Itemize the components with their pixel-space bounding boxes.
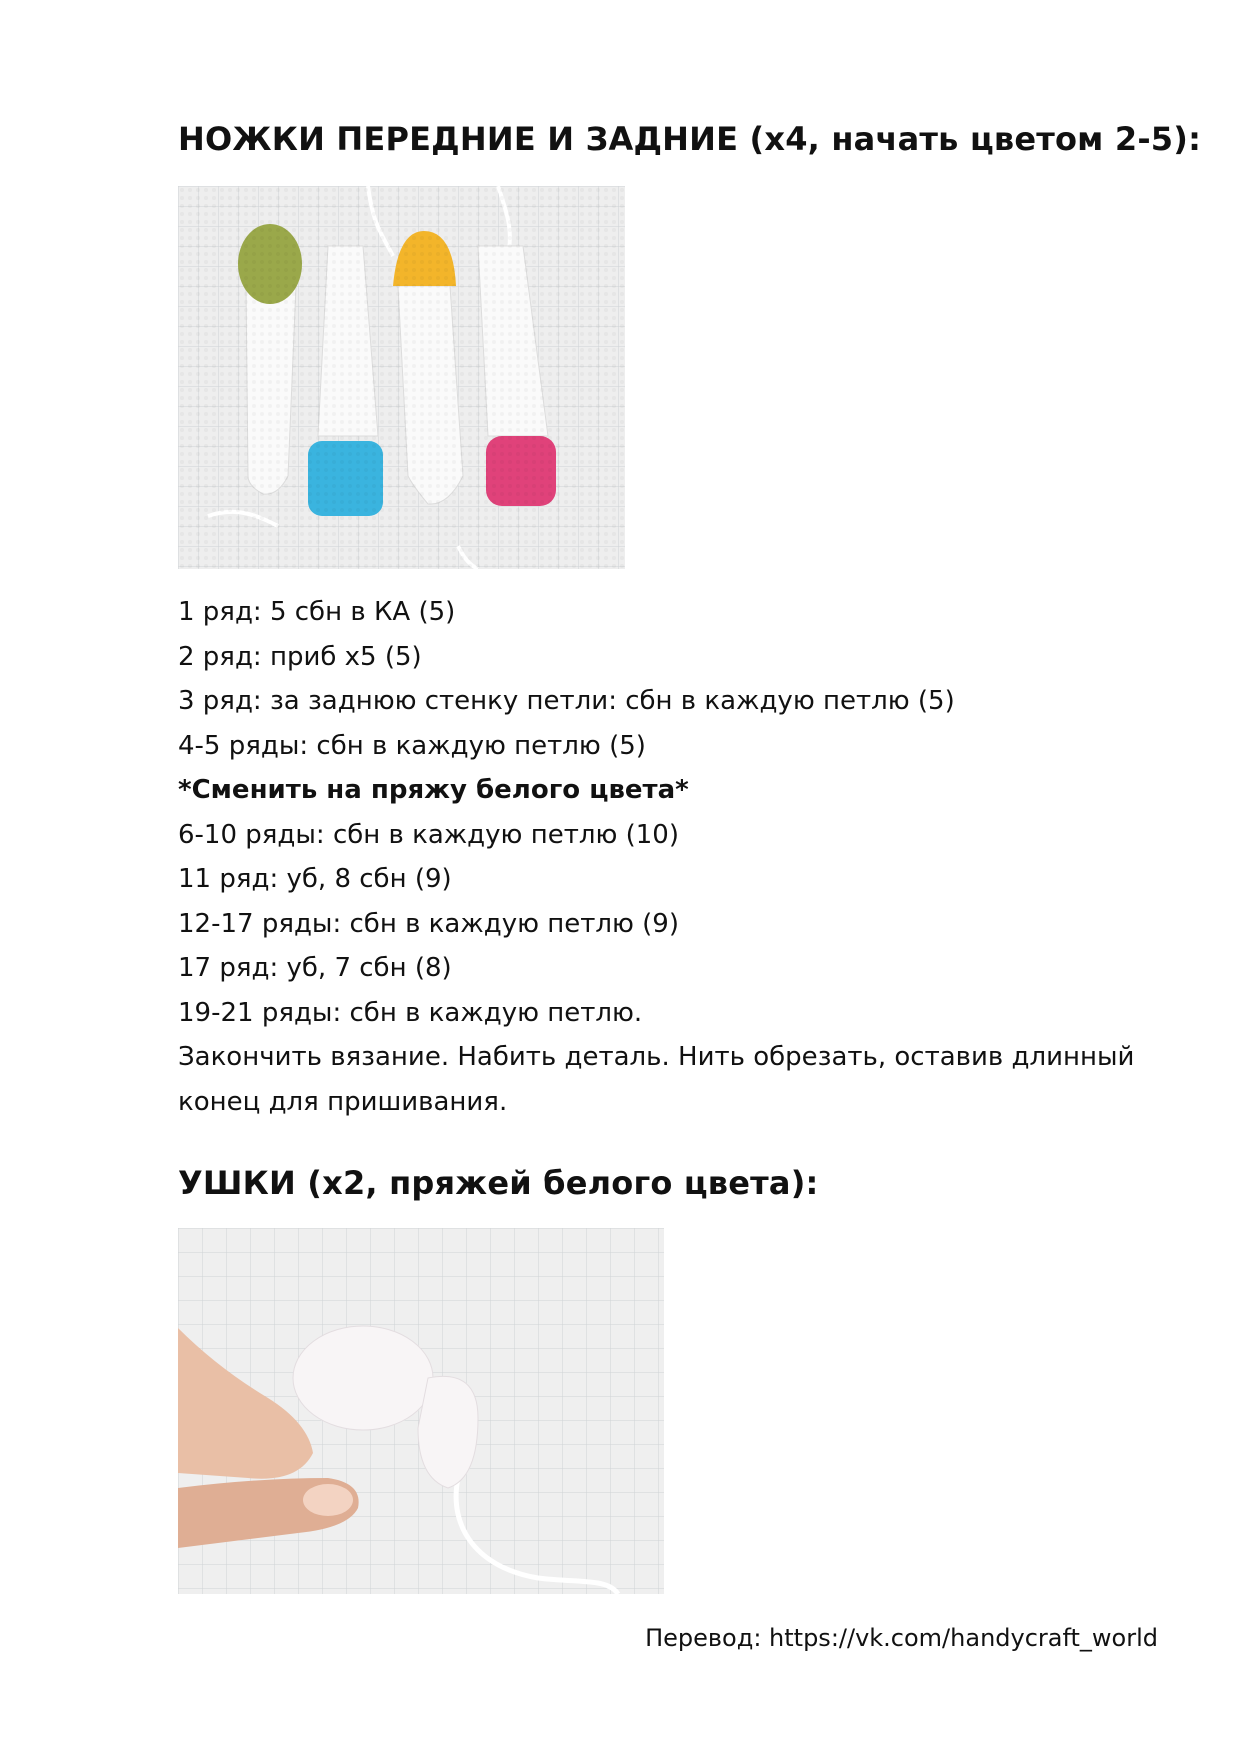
section-title-legs: НОЖКИ ПЕРЕДНИЕ И ЗАДНИЕ (х4, начать цветом 2-5): [178, 120, 1202, 158]
instruction-line: 19-21 ряды: сбн в каждую петлю. [178, 997, 643, 1028]
translation-credit: Перевод: https://vk.com/handycraft_world [645, 1624, 1158, 1652]
instruction-line: Закончить вязание. Набить деталь. Нить обрезать, оставив длинный [178, 1042, 1135, 1072]
instruction-line: 3 ряд: за заднюю стенку петли: сбн в каждую петлю (5) [178, 686, 955, 716]
instruction-line: 12-17 ряды: сбн в каждую петлю (9) [178, 908, 679, 939]
ears-photo-illustration [178, 1228, 664, 1594]
section-title-ears: УШКИ (х2, пряжей белого цвета): [178, 1164, 819, 1202]
instruction-line: 17 ряд: уб, 7 сбн (8) [178, 953, 452, 983]
ears-photo [178, 1228, 664, 1594]
legs-photo-illustration [178, 186, 625, 569]
instruction-line: 1 ряд: 5 сбн в КА (5) [178, 597, 456, 627]
instruction-line: конец для пришивания. [178, 1086, 508, 1117]
instruction-note: *Сменить на пряжу белого цвета* [178, 775, 689, 805]
instruction-line: 11 ряд: уб, 8 сбн (9) [178, 864, 452, 894]
legs-photo [178, 186, 625, 569]
instruction-line: 6-10 ряды: сбн в каждую петлю (10) [178, 819, 679, 850]
instructions-list [178, 590, 1178, 1124]
instruction-line: 4-5 ряды: сбн в каждую петлю (5) [178, 730, 646, 761]
instruction-line: 2 ряд: приб х5 (5) [178, 641, 422, 672]
